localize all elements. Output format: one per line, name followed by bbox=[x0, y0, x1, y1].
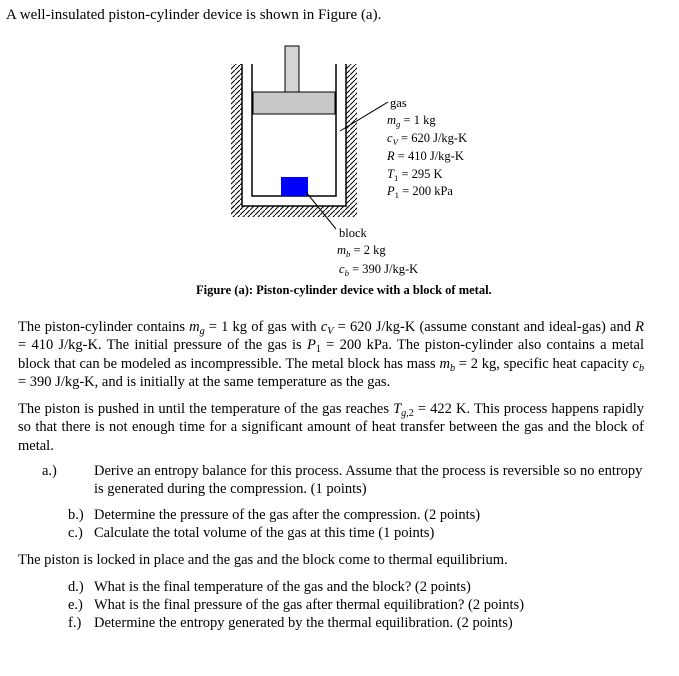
gas-cv: $c_V = 620$ J/kg-K bbox=[387, 131, 468, 147]
paragraph-2: The piston is pushed in until the temperature of the gas reaches $T_{g,2} = 422$ K. This process happens rapidly so that there is not enough time for a significant amount of heat transfer between the gas and the block of metal. bbox=[18, 401, 644, 454]
paragraph-1: The piston-cylinder contains $m_g = 1$ kg of gas with $c_V = 620$ J/kg-K (assume constant and ideal-gas) and R = 410 J/kg-K. The initial pressure of the gas is $P_1 = 200$ kPa. The piston-cylinder also contains a metal block that can be modeled as incompressible. The metal block has mass $m_b = 2$ kg, specific heat capacity $c_b = 390$ J/kg-K, and is initially at the same temperature as the gas. bbox=[18, 319, 644, 390]
question-e: e.) What is the final pressure of the gas after thermal equilibration? (2 points) bbox=[68, 597, 525, 613]
gas-p1: $P_1 = 200$ kPa bbox=[387, 184, 453, 200]
gas-t1: $T_1 = 295$ K bbox=[387, 167, 443, 183]
gas-mass: $m_g = 1$ kg bbox=[387, 113, 436, 129]
piston-head bbox=[253, 92, 335, 114]
gas-r: R = 410 J/kg-K bbox=[387, 149, 464, 163]
block-mass: $m_b = 2$ kg bbox=[337, 243, 386, 259]
piston-rod bbox=[285, 46, 299, 92]
right-wall-insulation bbox=[346, 64, 357, 214]
left-wall-insulation bbox=[231, 64, 242, 214]
gas-label: gas bbox=[390, 96, 407, 110]
question-c: c.) Calculate the total volume of the gas at this time (1 points) bbox=[68, 525, 435, 541]
bottom-insulation bbox=[231, 206, 357, 217]
metal-block bbox=[281, 177, 308, 196]
question-d: d.) What is the final temperature of the gas and the block? (2 points) bbox=[68, 579, 471, 595]
question-b: b.) Determine the pressure of the gas after the compression. (2 points) bbox=[68, 507, 481, 523]
block-label: block bbox=[339, 226, 367, 240]
figure-a bbox=[0, 0, 679, 310]
block-cb: $c_b = 390$ J/kg-K bbox=[339, 262, 419, 278]
figure-caption: Figure (a): Piston-cylinder device with a block of metal. bbox=[196, 283, 492, 297]
question-f: f.) Determine the entropy generated by the thermal equilibration. (2 points) bbox=[68, 615, 513, 631]
question-a: a.) Derive an entropy balance for this process. Assume that the process is reversible so no entropy is generated during the compression. (1 points) bbox=[42, 463, 643, 498]
paragraph-3: The piston is locked in place and the gas and the block come to thermal equilibrium. bbox=[18, 552, 508, 568]
intro-text: A well-insulated piston-cylinder device is shown in Figure (a). bbox=[6, 7, 382, 23]
